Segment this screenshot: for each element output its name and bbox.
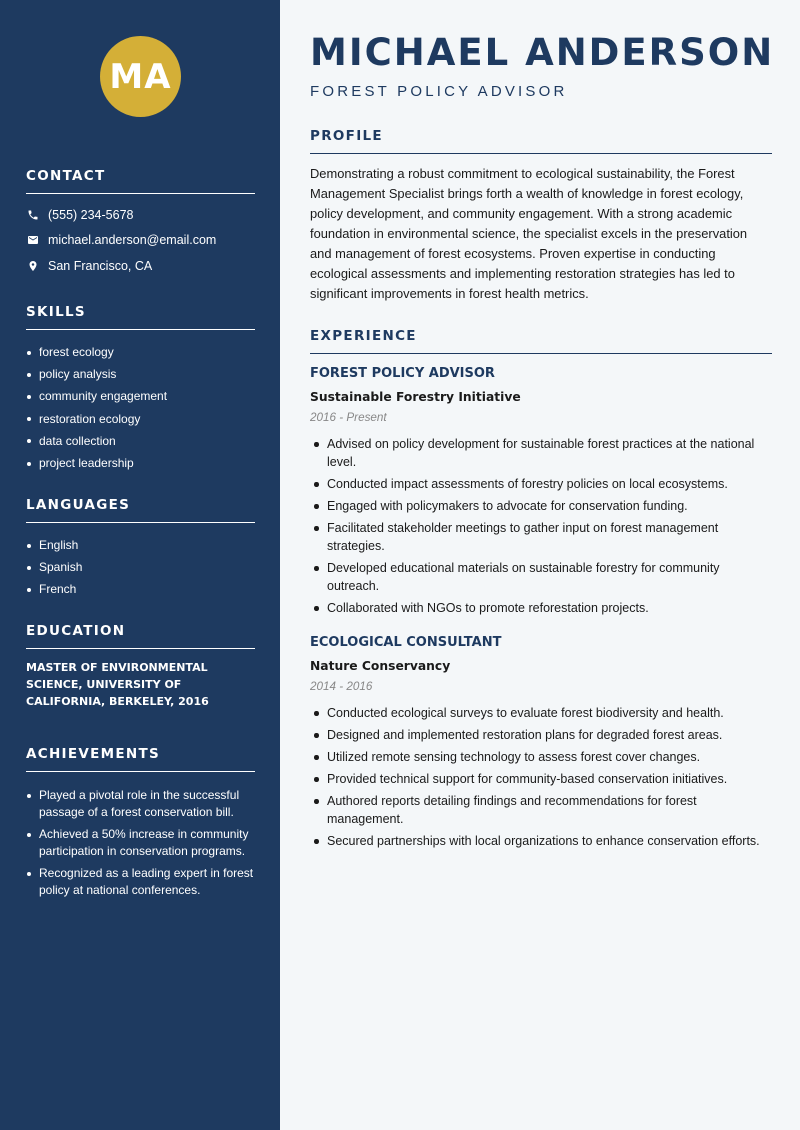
skill-item: forest ecology [26, 341, 255, 363]
languages-list [26, 534, 255, 601]
job-bullet: Advised on policy development for sustainable forest practices at the national level. [310, 435, 772, 471]
contact-heading: CONTACT [26, 168, 255, 194]
location-text: San Francisco, CA [48, 258, 153, 273]
skill-item: restoration ecology [26, 408, 255, 430]
location-pin-icon [26, 259, 39, 272]
job-entry [310, 366, 772, 621]
job-entry [310, 635, 772, 854]
contact-email [26, 232, 255, 249]
job-bullet: Collaborated with NGOs to promote reforestation projects. [310, 599, 772, 617]
achievements-section [26, 746, 255, 904]
job-bullet: Developed educational materials on sustainable forestry for community outreach. [310, 559, 772, 595]
languages-heading: LANGUAGES [26, 497, 255, 523]
job-title: ECOLOGICAL CONSULTANT [310, 635, 502, 650]
profile-heading: PROFILE [310, 128, 772, 154]
email-text[interactable]: michael.anderson@email.com [48, 233, 217, 247]
sidebar [0, 0, 280, 1130]
job-dates: 2016 - Present [310, 411, 387, 424]
job-bullet: Conducted ecological surveys to evaluate forest biodiversity and health. [310, 704, 772, 722]
language-item: French [26, 578, 255, 600]
candidate-title: FOREST POLICY ADVISOR [310, 83, 568, 100]
skills-list [26, 341, 255, 474]
education-heading: EDUCATION [26, 623, 255, 649]
job-bullet: Secured partnerships with local organizations to enhance conservation efforts. [310, 832, 772, 850]
language-item: English [26, 534, 255, 556]
avatar-initials: MA [109, 56, 172, 97]
skill-item: project leadership [26, 452, 255, 474]
phone-icon [26, 208, 39, 221]
job-bullet: Utilized remote sensing technology to assess forest cover changes. [310, 748, 772, 766]
job-bullet: Provided technical support for community-based conservation initiatives. [310, 770, 772, 788]
skill-item: community engagement [26, 385, 255, 407]
job-company: Nature Conservancy [310, 659, 451, 673]
achievements-list [26, 787, 255, 899]
language-item: Spanish [26, 556, 255, 578]
skills-section [26, 304, 255, 474]
email-icon [26, 234, 39, 247]
achievement-item: Played a pivotal role in the successful passage of a forest conservation bill. [26, 787, 255, 821]
contact-location [26, 257, 255, 274]
job-title: FOREST POLICY ADVISOR [310, 366, 495, 381]
candidate-name: MICHAEL ANDERSON [310, 31, 775, 74]
job-bullet: Engaged with policymakers to advocate for conservation funding. [310, 497, 772, 515]
achievements-heading: ACHIEVEMENTS [26, 746, 255, 772]
avatar [100, 36, 181, 117]
achievement-item: Recognized as a leading expert in forest policy at national conferences. [26, 865, 255, 899]
skills-heading: SKILLS [26, 304, 255, 330]
job-bullet: Designed and implemented restoration plans for degraded forest areas. [310, 726, 772, 744]
experience-heading: EXPERIENCE [310, 328, 772, 354]
contact-phone [26, 206, 255, 223]
phone-text[interactable]: (555) 234-5678 [48, 207, 134, 222]
skill-item: policy analysis [26, 363, 255, 385]
profile-text: Demonstrating a robust commitment to ecological sustainability, the Forest Management Specialist brings forth a wealth of knowledge in forest ecology, policy development, and community engagement. With a strong academic foundation in environmental science, the specialist excels in the preservation and management of forest ecosystems. Proven expertise in conducting ecological assessments and implementing restoration strategies has led to significant improvements in forest health metrics. [310, 166, 748, 301]
job-bullet: Facilitated stakeholder meetings to gather input on forest management strategies. [310, 519, 772, 555]
job-company: Sustainable Forestry Initiative [310, 390, 521, 404]
job-bullet: Authored reports detailing findings and recommendations for forest management. [310, 792, 772, 828]
job-bullets [310, 435, 772, 617]
education-entry: MASTER OF ENVIRONMENTAL SCIENCE, UNIVERSITY OF CALIFORNIA, BERKELEY, 2016 [26, 661, 209, 708]
job-dates: 2014 - 2016 [310, 680, 373, 693]
education-section [26, 623, 255, 710]
job-bullet: Conducted impact assessments of forestry policies on local ecosystems. [310, 475, 772, 493]
contact-section [26, 168, 255, 274]
languages-section [26, 497, 255, 601]
achievement-item: Achieved a 50% increase in community participation in conservation programs. [26, 826, 255, 860]
job-bullets [310, 704, 772, 850]
skill-item: data collection [26, 430, 255, 452]
